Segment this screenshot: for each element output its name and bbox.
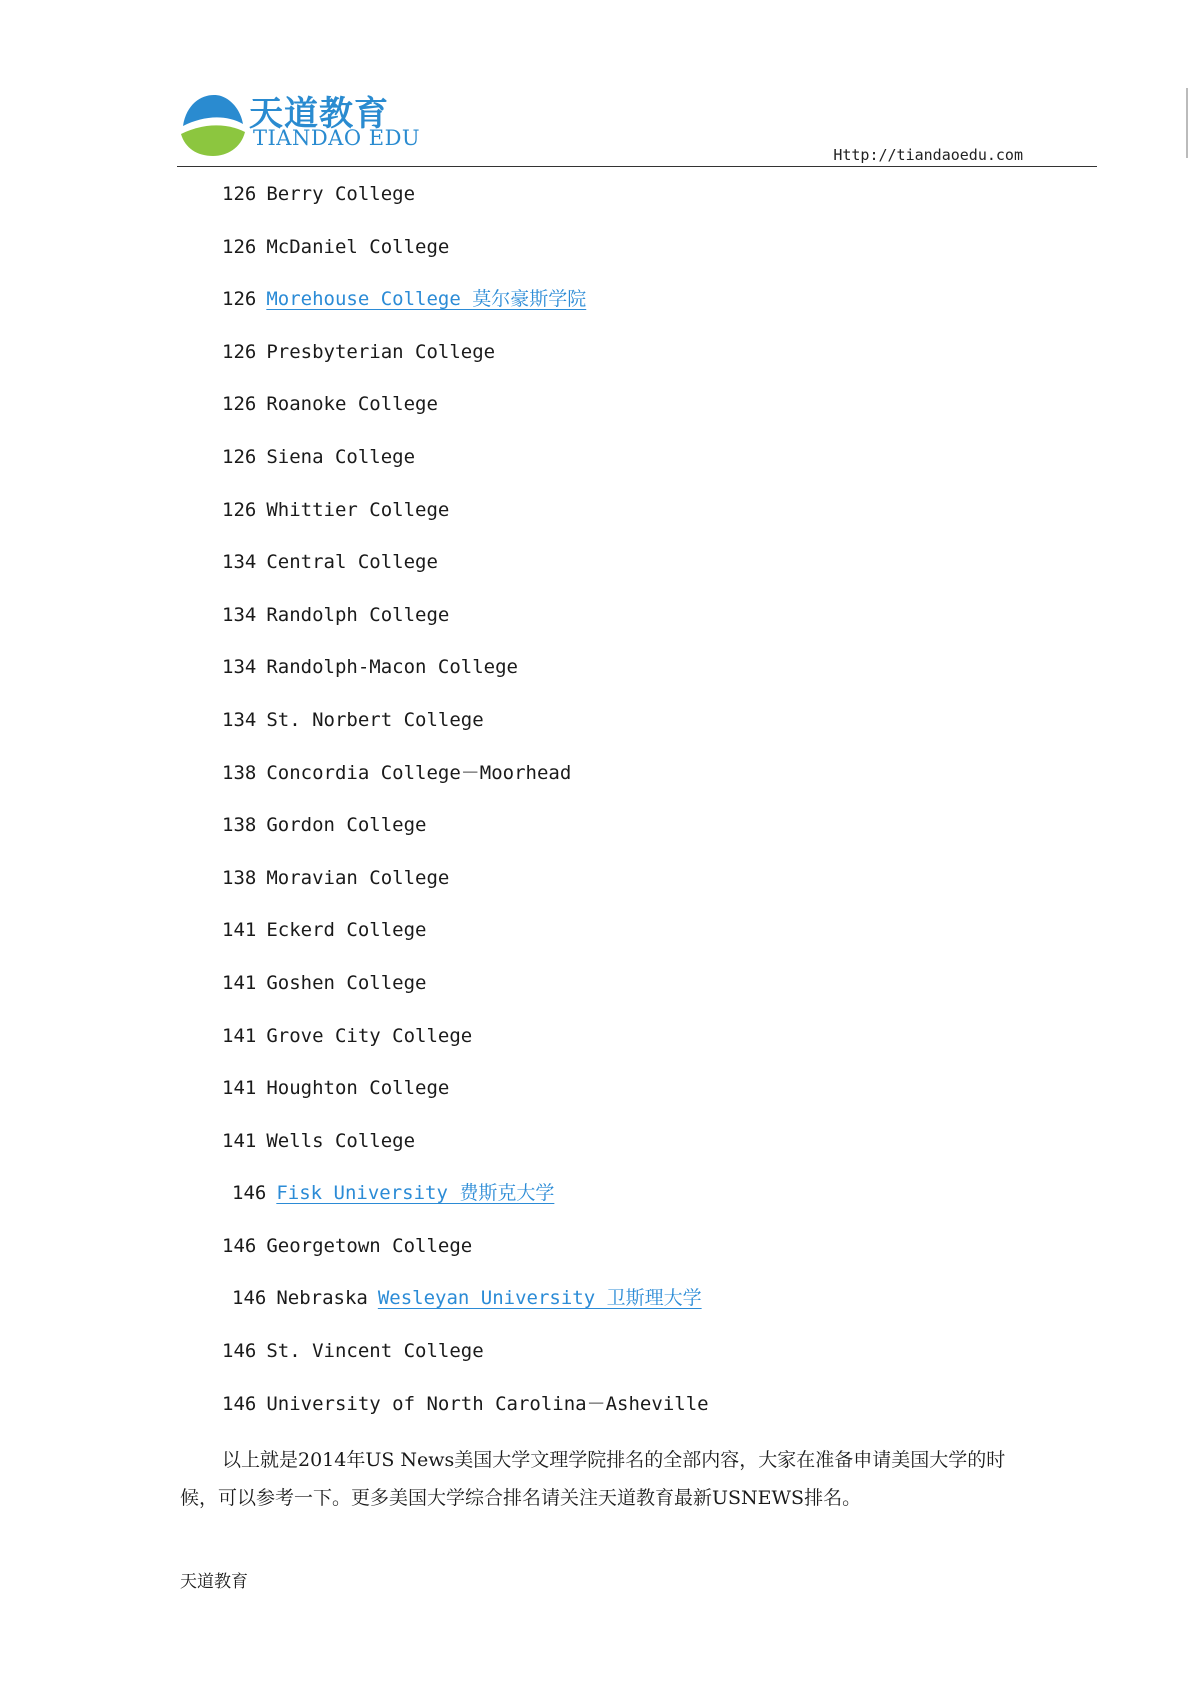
- ranking-row: [222, 389, 709, 442]
- logo-mark-icon: [177, 90, 247, 156]
- ranking-row: [222, 600, 709, 653]
- ranking-row: [222, 810, 709, 863]
- ranking-row: [222, 442, 709, 495]
- header-divider: [177, 166, 1097, 167]
- page-edge-mark: [1186, 88, 1188, 158]
- brand-english-name: TIANDAO EDU: [253, 126, 421, 150]
- rank-number: 126: [222, 183, 257, 205]
- ranking-row: [222, 232, 709, 285]
- rank-number: 126: [222, 393, 257, 416]
- college-name: Gordon College: [266, 814, 427, 837]
- college-name: Wells College: [266, 1129, 416, 1152]
- college-link[interactable]: Fisk University 费斯克大学: [276, 1182, 555, 1205]
- ranking-row: [222, 1283, 709, 1336]
- tiandao-logo: [177, 88, 421, 158]
- site-url[interactable]: Http://tiandaoedu.com: [833, 146, 1023, 164]
- ranking-row: [222, 179, 709, 232]
- rank-number: 146: [222, 1234, 257, 1257]
- college-name: McDaniel College: [266, 235, 450, 258]
- rank-number: 141: [222, 919, 257, 942]
- rank-number: 126: [222, 445, 257, 468]
- college-name: Berry College: [266, 183, 416, 205]
- college-name: Grove City College: [266, 1024, 473, 1047]
- ranking-row: [222, 705, 709, 758]
- college-name: Presbyterian College: [266, 340, 496, 363]
- conclusion-paragraph: 以上就是2014年US News美国大学文理学院排名的全部内容，大家在准备申请美国大学的时候，可以参考一下。更多美国大学综合排名请关注天道教育最新USNEWS排名。: [180, 1449, 1006, 1509]
- college-name: Roanoke College: [266, 393, 438, 416]
- college-name: Eckerd College: [266, 919, 427, 942]
- ranking-list: [222, 179, 709, 1441]
- ranking-row: [222, 495, 709, 548]
- page-header: [177, 88, 1097, 170]
- rank-number: 134: [222, 603, 257, 626]
- college-name: Central College: [266, 551, 438, 574]
- rank-number: 141: [222, 971, 257, 994]
- ranking-row: [222, 652, 709, 705]
- ranking-row: [222, 758, 709, 811]
- ranking-row: [222, 1178, 709, 1231]
- college-name: Randolph College: [266, 603, 450, 626]
- college-name-prefix: Nebraska: [276, 1287, 368, 1310]
- ranking-row: [222, 863, 709, 916]
- ranking-row: [222, 915, 709, 968]
- rank-number: 146: [232, 1287, 267, 1310]
- rank-number: 134: [222, 551, 257, 574]
- ranking-row: [222, 1126, 709, 1179]
- rank-number: 146: [222, 1392, 257, 1415]
- rank-number: 126: [222, 340, 257, 363]
- college-name: Siena College: [266, 445, 416, 468]
- ranking-row: [222, 968, 709, 1021]
- college-name: St. Vincent College: [266, 1340, 484, 1363]
- college-link[interactable]: Wesleyan University 卫斯理大学: [377, 1287, 702, 1310]
- ranking-row: [222, 284, 709, 337]
- rank-number: 146: [232, 1182, 267, 1205]
- rank-number: 138: [222, 761, 257, 784]
- rank-number: 126: [222, 235, 257, 258]
- ranking-row: [222, 1336, 709, 1389]
- rank-number: 134: [222, 708, 257, 731]
- rank-number: 126: [222, 288, 257, 311]
- rank-number: 134: [222, 656, 257, 679]
- rank-number: 141: [222, 1129, 257, 1152]
- college-name: Georgetown College: [266, 1234, 473, 1257]
- ranking-row: [222, 1389, 709, 1442]
- rank-number: 146: [222, 1340, 257, 1363]
- ranking-row: [222, 1231, 709, 1284]
- college-link[interactable]: Morehouse College 莫尔豪斯学院: [266, 288, 587, 311]
- page-footer: 天道教育: [180, 1572, 248, 1592]
- college-name: Randolph-Macon College: [266, 656, 518, 679]
- college-name: St. Norbert College: [266, 708, 484, 731]
- ranking-row: [222, 337, 709, 390]
- college-name: Moravian College: [266, 866, 450, 889]
- rank-number: 141: [222, 1024, 257, 1047]
- college-name: Houghton College: [266, 1077, 450, 1100]
- college-name: University of North Carolina－Asheville: [266, 1392, 709, 1415]
- college-name: Goshen College: [266, 971, 427, 994]
- rank-number: 141: [222, 1077, 257, 1100]
- rank-number: 138: [222, 866, 257, 889]
- ranking-row: [222, 1021, 709, 1074]
- ranking-row: [222, 1073, 709, 1126]
- college-name: Concordia College－Moorhead: [266, 761, 572, 784]
- brand-chinese-name: 天道教育: [249, 94, 389, 134]
- ranking-row: [222, 547, 709, 600]
- rank-number: 138: [222, 814, 257, 837]
- college-name: Whittier College: [266, 498, 450, 521]
- rank-number: 126: [222, 498, 257, 521]
